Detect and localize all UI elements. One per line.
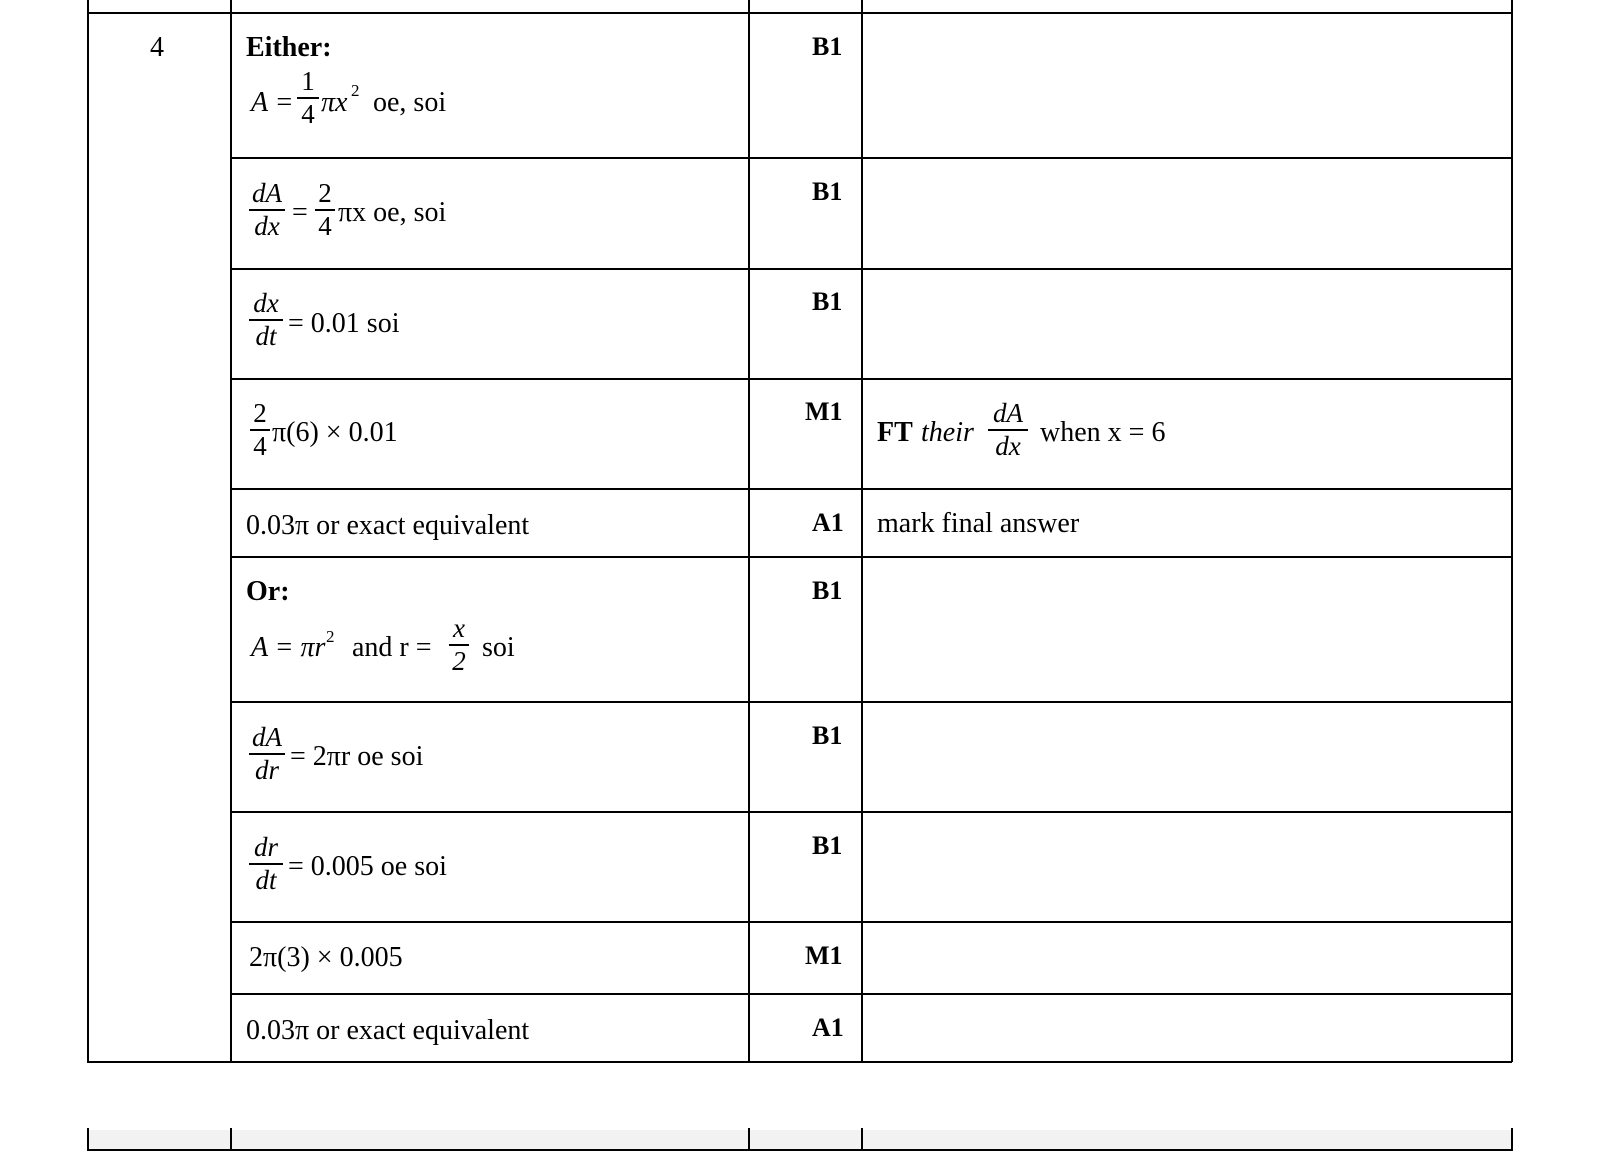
fraction [297, 68, 319, 128]
mark-award: A1 [812, 508, 844, 537]
fraction-denominator: dt [255, 320, 277, 351]
method-header: Either: [246, 32, 332, 63]
mark-award: B1 [812, 576, 843, 605]
table-rule [231, 921, 1512, 923]
fraction [249, 724, 285, 784]
table-rule [231, 556, 1512, 558]
table-rule [1511, 1128, 1513, 1151]
answer-expression: = 0.01 soi [288, 308, 400, 339]
guidance-condition: when x = 6 [1040, 417, 1166, 448]
answer-annotation: soi [482, 632, 515, 663]
next-table-header [87, 1130, 1512, 1151]
guidance-ft: FT [877, 417, 913, 448]
exponent: 2 [351, 81, 360, 100]
fraction-denominator: 2 [452, 645, 466, 676]
fraction-numerator: dA [252, 178, 282, 208]
fraction [249, 290, 283, 350]
answer-expression: 0.03π or exact equivalent [246, 1015, 530, 1046]
table-rule [231, 157, 1512, 159]
fraction-numerator: 2 [253, 398, 267, 428]
fraction-numerator: 1 [301, 66, 315, 96]
answer-expression: 2π(3) × 0.005 [249, 942, 403, 973]
mark-award: B1 [812, 32, 843, 61]
fraction-denominator: dr [254, 754, 279, 785]
table-rule [87, 0, 89, 1062]
table-rule [87, 1061, 1512, 1063]
answer-expression: πx oe, soi [338, 197, 447, 228]
equals-sign: = [292, 197, 308, 228]
answer-expression: A = [251, 87, 294, 118]
table-rule [231, 811, 1512, 813]
fraction-denominator: 4 [318, 210, 332, 241]
answer-expression: 0.03π or exact equivalent [246, 510, 530, 541]
answer-expression: = 0.005 oe soi [288, 851, 447, 882]
mark-award: A1 [812, 1013, 844, 1042]
table-rule [748, 0, 750, 1062]
fraction-numerator: dA [993, 398, 1023, 428]
guidance-note: mark final answer [877, 508, 1080, 539]
table-rule [230, 1128, 232, 1151]
fraction-numerator: dA [252, 722, 282, 752]
table-rule [861, 0, 863, 1062]
guidance-their: their [921, 417, 974, 448]
mark-award: M1 [805, 941, 843, 970]
table-rule [87, 1128, 89, 1151]
fraction-denominator: 4 [301, 98, 315, 129]
fraction-numerator: 2 [318, 178, 332, 208]
mark-award: B1 [812, 831, 843, 860]
table-rule [861, 1128, 863, 1151]
table-rule [231, 701, 1512, 703]
question-number: 4 [150, 32, 164, 63]
table-rule [231, 268, 1512, 270]
fraction [449, 615, 469, 675]
fraction-denominator: dx [995, 430, 1021, 461]
fraction [315, 180, 335, 240]
method-header: Or: [246, 576, 290, 607]
table-rule [87, 12, 1512, 14]
table-rule [231, 993, 1512, 995]
exponent: 2 [326, 627, 335, 646]
fraction-denominator: dt [255, 864, 277, 895]
mark-award: B1 [812, 287, 843, 316]
table-rule [231, 378, 1512, 380]
mark-award: B1 [812, 177, 843, 206]
mark-award: M1 [805, 397, 843, 426]
fraction-denominator: dx [254, 210, 280, 241]
table-rule [748, 1128, 750, 1151]
answer-expression: πx [321, 87, 348, 118]
fraction-numerator: dr [253, 832, 278, 862]
table-rule [1511, 0, 1513, 1062]
answer-expression: = 2πr oe soi [290, 741, 424, 772]
table-rule [231, 488, 1512, 490]
answer-expression: A = πr [251, 632, 326, 663]
fraction-numerator: dx [253, 288, 279, 318]
fraction [988, 400, 1028, 460]
answer-expression: π(6) × 0.01 [272, 417, 398, 448]
fraction-numerator: x [453, 613, 465, 643]
mark-award: B1 [812, 721, 843, 750]
answer-expression: and r = [352, 632, 432, 663]
fraction [249, 834, 283, 894]
table-rule [87, 1149, 1512, 1151]
table-rule [230, 0, 232, 1062]
fraction-denominator: 4 [253, 430, 267, 461]
answer-annotation: oe, soi [373, 87, 447, 118]
fraction [250, 400, 270, 460]
fraction [249, 180, 285, 240]
